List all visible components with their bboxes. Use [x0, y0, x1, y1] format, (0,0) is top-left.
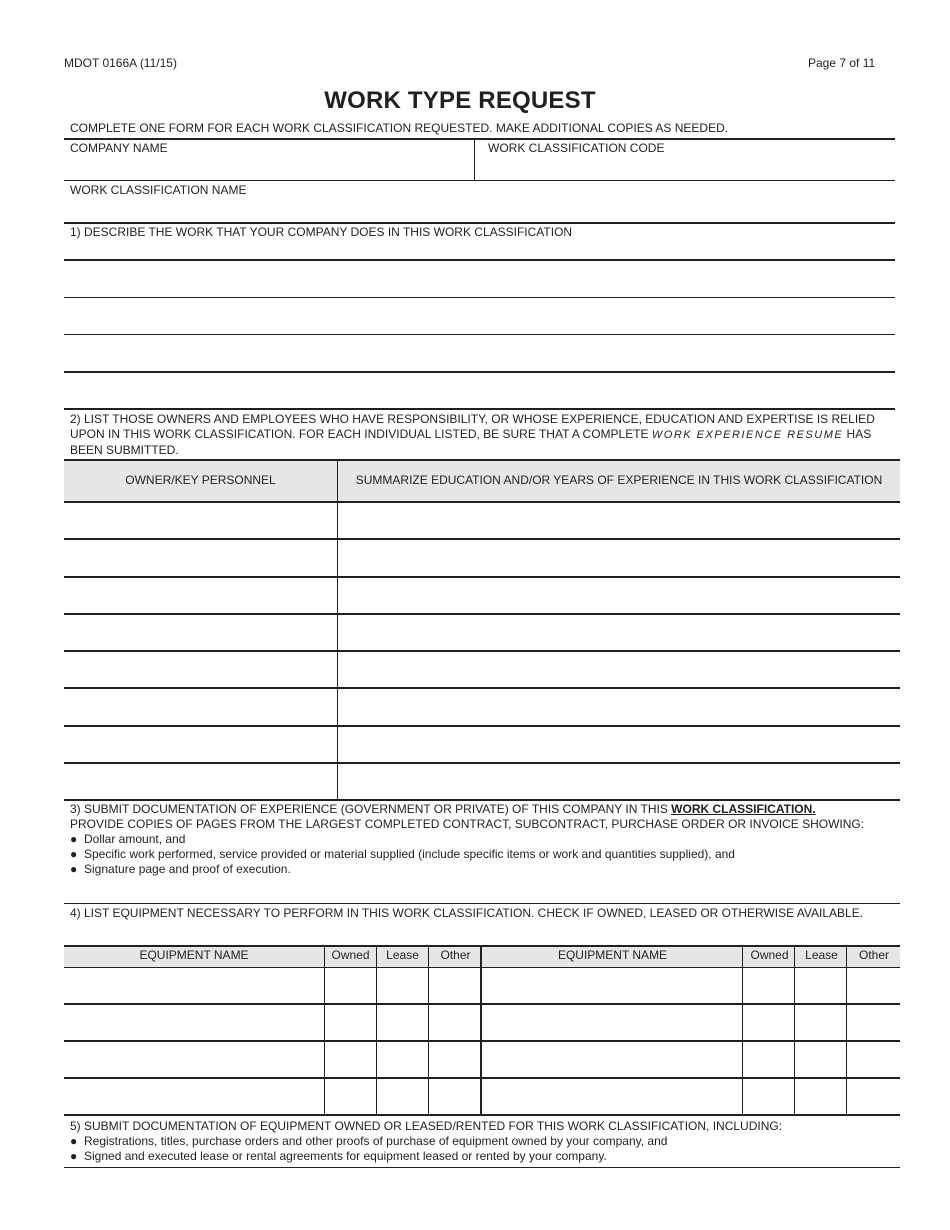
equipment-name-cell[interactable] [64, 969, 323, 1003]
owned-checkbox-cell[interactable] [744, 1043, 793, 1077]
other-checkbox-cell[interactable] [431, 1043, 479, 1077]
other-checkbox-cell[interactable] [431, 969, 479, 1003]
table-column-divider [337, 460, 338, 800]
divider [474, 139, 475, 181]
experience-summary-cell[interactable] [340, 690, 898, 723]
description-line[interactable] [64, 299, 894, 333]
lease-checkbox-cell[interactable] [378, 969, 427, 1003]
equipment-name-header: EQUIPMENT NAME [139, 948, 249, 962]
description-line[interactable] [64, 336, 894, 370]
section1-label: 1) DESCRIBE THE WORK THAT YOUR COMPANY DOES IN THIS WORK CLASSIFICATION [70, 225, 573, 239]
table-row-line [64, 799, 900, 801]
other-checkbox-cell[interactable] [431, 1080, 479, 1114]
equipment-name-header: EQUIPMENT NAME [557, 948, 668, 962]
work-classification-code-label: WORK CLASSIFICATION CODE [488, 141, 665, 155]
section5-instruction: 5) SUBMIT DOCUMENTATION OF EQUIPMENT OWNED OR LEASED/RENTED FOR THIS WORK CLASSIFICATION, INCLUDING: ● Registrations, titles, purchase orders and other proofs of purchase of equipment owned by your company, and ● Signed and executed lease or rental agreements for equipment leased or rented by your company. [70, 1119, 895, 1164]
owned-checkbox-cell[interactable] [744, 969, 793, 1003]
company-name-label: COMPANY NAME [70, 141, 168, 155]
table-row-line [64, 613, 900, 615]
other-checkbox-cell[interactable] [848, 1043, 899, 1077]
divider [64, 222, 895, 224]
page-number: Page 7 of 11 [808, 56, 876, 70]
experience-summary-cell[interactable] [340, 616, 898, 649]
owner-key-personnel-cell[interactable] [64, 616, 336, 649]
owned-checkbox-cell[interactable] [326, 1080, 375, 1114]
owner-key-personnel-cell[interactable] [64, 541, 336, 574]
work-classification-emphasis: WORK CLASSIFICATION. [671, 802, 816, 816]
description-line[interactable] [64, 261, 894, 295]
owner-key-personnel-cell[interactable] [64, 504, 336, 537]
work-classification-code-field[interactable] [480, 156, 894, 178]
section4-instruction: 4) LIST EQUIPMENT NECESSARY TO PERFORM IN THIS WORK CLASSIFICATION. CHECK IF OWNED, LEASED OR OTHERWISE AVAILABLE. [70, 906, 864, 920]
experience-summary-cell[interactable] [340, 653, 898, 686]
equipment-name-cell[interactable] [483, 1006, 741, 1040]
table-row-line [64, 1114, 900, 1116]
work-experience-resume-term: WORK EXPERIENCE RESUME [651, 429, 844, 441]
list-item: ● Signed and executed lease or rental agreements for equipment leased or rented by your company. [70, 1149, 607, 1163]
divider [64, 408, 895, 410]
page-title: WORK TYPE REQUEST [324, 87, 596, 114]
list-item: ● Dollar amount, and [70, 832, 186, 846]
owner-key-personnel-header: OWNER/KEY PERSONNEL [125, 473, 276, 487]
other-header: Other [440, 948, 471, 962]
lease-checkbox-cell[interactable] [378, 1080, 427, 1114]
divider [64, 138, 895, 140]
divider [64, 903, 900, 904]
work-classification-name-field[interactable] [64, 198, 894, 220]
owned-checkbox-cell[interactable] [744, 1080, 793, 1114]
answer-line [64, 334, 895, 335]
table-column-divider [742, 946, 743, 1115]
equipment-name-cell[interactable] [64, 1043, 323, 1077]
experience-summary-cell[interactable] [340, 504, 898, 537]
lease-checkbox-cell[interactable] [378, 1043, 427, 1077]
lease-checkbox-cell[interactable] [378, 1006, 427, 1040]
table-row-line [64, 1003, 900, 1005]
lease-checkbox-cell[interactable] [796, 1006, 845, 1040]
equipment-name-cell[interactable] [64, 1006, 323, 1040]
table-column-divider [324, 946, 325, 1115]
table-column-divider [480, 946, 482, 1115]
divider [64, 180, 895, 181]
other-checkbox-cell[interactable] [848, 1006, 899, 1040]
table-column-divider [428, 946, 429, 1115]
table-column-divider [846, 946, 847, 1115]
owned-header: Owned [750, 948, 789, 962]
owner-key-personnel-cell[interactable] [64, 690, 336, 723]
table-row-line [64, 762, 900, 764]
other-checkbox-cell[interactable] [848, 1080, 899, 1114]
owner-key-personnel-cell[interactable] [64, 728, 336, 761]
experience-summary-cell[interactable] [340, 765, 898, 798]
table-border [64, 945, 900, 947]
table-row-line [64, 1040, 900, 1042]
owned-checkbox-cell[interactable] [326, 1043, 375, 1077]
list-item: ● Specific work performed, service provided or material supplied (include specific items or work and quantities supplied), and [70, 847, 735, 861]
owner-key-personnel-cell[interactable] [64, 765, 336, 798]
lease-checkbox-cell[interactable] [796, 1080, 845, 1114]
experience-summary-cell[interactable] [340, 541, 898, 574]
company-name-field[interactable] [64, 156, 474, 178]
section2-instruction: 2) LIST THOSE OWNERS AND EMPLOYEES WHO HAVE RESPONSIBILITY, OR WHOSE EXPERIENCE, EDUCATION AND EXPERTISE IS RELIED UPON IN THIS WORK CLASSIFICATION. FOR EACH INDIVIDUAL LISTED, BE SURE THAT A COMPLETE WORK EXPERIENCE RESUME HAS BEEN SUBMITTED. [70, 412, 875, 457]
table-column-divider [376, 946, 377, 1115]
other-checkbox-cell[interactable] [848, 969, 899, 1003]
table-border [64, 501, 900, 503]
owned-checkbox-cell[interactable] [326, 969, 375, 1003]
lease-checkbox-cell[interactable] [796, 969, 845, 1003]
other-header: Other [858, 948, 889, 962]
table-border [64, 459, 900, 461]
table-border [64, 967, 900, 968]
experience-summary-cell[interactable] [340, 579, 898, 612]
table-column-divider [794, 946, 795, 1115]
equipment-name-cell[interactable] [64, 1080, 323, 1114]
owner-key-personnel-cell[interactable] [64, 579, 336, 612]
table-row-line [64, 687, 900, 689]
lease-header: Lease [386, 948, 419, 962]
section3-instruction: 3) SUBMIT DOCUMENTATION OF EXPERIENCE (GOVERNMENT OR PRIVATE) OF THIS COMPANY IN THIS WORK CLASSIFICATION. PROVIDE COPIES OF PAGES FROM THE LARGEST COMPLETED CONTRACT, SUBCONTRACT, PURCHASE ORDER OR INVOICE SHOWING: ● Dollar amount, and ● Specific work performed, service provided or material supplied (include specific items or work and quantities supplied), and ● Signature page and proof of execution. [70, 802, 895, 877]
experience-summary-header: SUMMARIZE EDUCATION AND/OR YEARS OF EXPERIENCE IN THIS WORK CLASSIFICATION [355, 473, 883, 487]
description-line[interactable] [64, 373, 894, 407]
owner-key-personnel-cell[interactable] [64, 653, 336, 686]
table-row-line [64, 650, 900, 652]
equipment-name-cell[interactable] [483, 969, 741, 1003]
experience-summary-cell[interactable] [340, 728, 898, 761]
lease-checkbox-cell[interactable] [796, 1043, 845, 1077]
table-row-line [64, 538, 900, 540]
form-id: MDOT 0166A (11/15) [64, 56, 177, 70]
list-item: ● Registrations, titles, purchase orders and other proofs of purchase of equipment owned by your company, and [70, 1134, 668, 1148]
form-instruction: COMPLETE ONE FORM FOR EACH WORK CLASSIFICATION REQUESTED. MAKE ADDITIONAL COPIES AS NEEDED. [70, 121, 729, 135]
answer-line [64, 297, 895, 298]
lease-header: Lease [805, 948, 838, 962]
other-checkbox-cell[interactable] [431, 1006, 479, 1040]
work-classification-name-label: WORK CLASSIFICATION NAME [70, 183, 247, 197]
table-row-line [64, 1077, 900, 1079]
owned-checkbox-cell[interactable] [744, 1006, 793, 1040]
owned-header: Owned [331, 948, 370, 962]
equipment-name-cell[interactable] [483, 1043, 741, 1077]
owned-checkbox-cell[interactable] [326, 1006, 375, 1040]
equipment-name-cell[interactable] [483, 1080, 741, 1114]
list-item: ● Signature page and proof of execution. [70, 862, 291, 876]
divider [64, 1167, 900, 1168]
